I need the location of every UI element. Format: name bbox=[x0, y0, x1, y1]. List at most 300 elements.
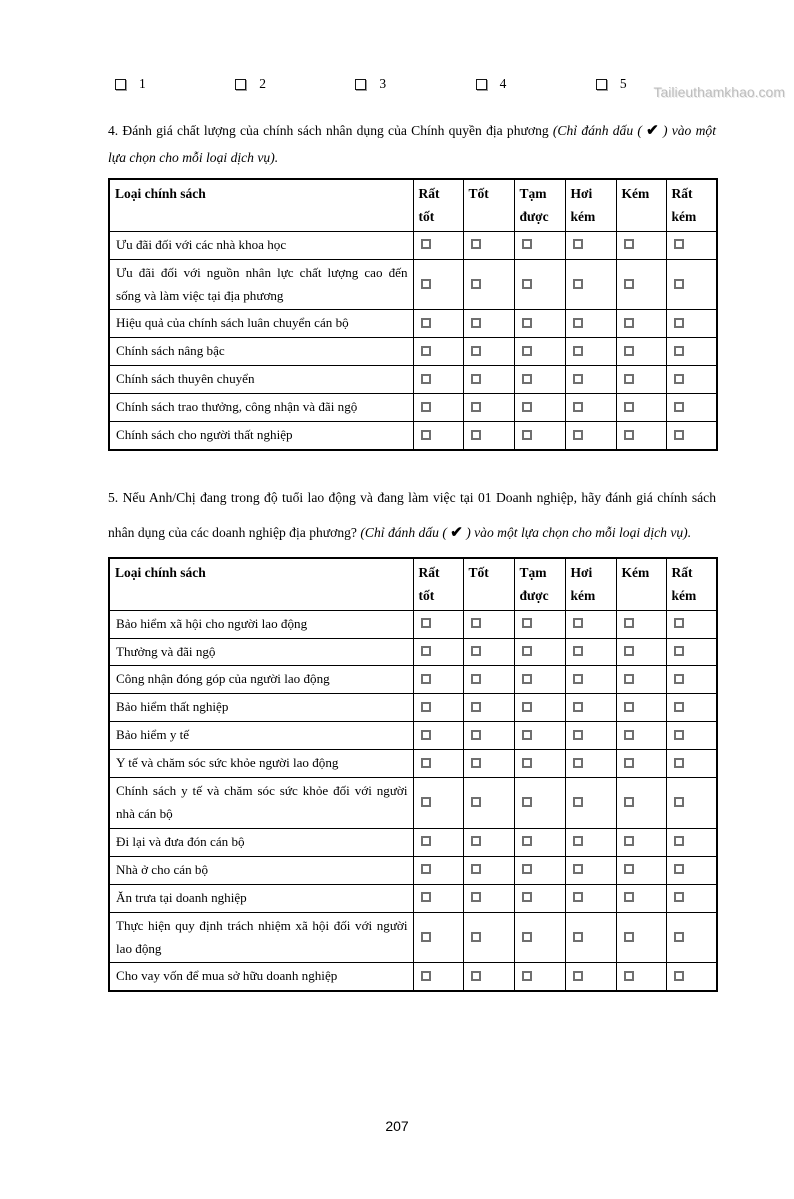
question-4-text bbox=[108, 117, 716, 171]
checkbox[interactable] bbox=[674, 864, 684, 874]
rating-cell bbox=[463, 750, 514, 778]
checkbox[interactable] bbox=[674, 618, 684, 628]
checkbox[interactable] bbox=[471, 758, 481, 768]
rating-cell bbox=[413, 338, 463, 366]
checkbox[interactable] bbox=[421, 402, 431, 412]
checkbox[interactable] bbox=[421, 346, 431, 356]
checkbox[interactable] bbox=[674, 646, 684, 656]
checkbox[interactable] bbox=[573, 618, 583, 628]
table-row bbox=[109, 394, 717, 422]
rating-cell bbox=[463, 884, 514, 912]
checkbox[interactable] bbox=[674, 279, 684, 289]
column-header-rating: Kém bbox=[616, 558, 666, 610]
rating-cell bbox=[413, 259, 463, 310]
checkbox[interactable] bbox=[522, 702, 532, 712]
rating-cell bbox=[413, 366, 463, 394]
page-number: 207 bbox=[385, 1118, 409, 1134]
checkbox[interactable] bbox=[471, 402, 481, 412]
checkbox[interactable] bbox=[471, 674, 481, 684]
policy-label: Hiệu quả của chính sách luân chuyển cán bộ bbox=[109, 310, 413, 338]
rating-cell bbox=[565, 778, 616, 829]
checkbox[interactable] bbox=[624, 730, 634, 740]
rating-cell bbox=[514, 638, 565, 666]
checkbox[interactable] bbox=[674, 758, 684, 768]
checkbox[interactable] bbox=[471, 318, 481, 328]
rating-cell bbox=[463, 638, 514, 666]
rating-cell bbox=[514, 422, 565, 450]
checkbox[interactable] bbox=[573, 402, 583, 412]
rating-cell bbox=[666, 750, 717, 778]
column-header-rating: Tốt bbox=[463, 179, 514, 231]
rating-cell bbox=[514, 610, 565, 638]
rating-cell bbox=[514, 694, 565, 722]
table-row bbox=[109, 259, 717, 310]
question-5-note bbox=[360, 525, 691, 540]
checkbox[interactable] bbox=[573, 279, 583, 289]
checkbox[interactable] bbox=[471, 971, 481, 981]
rating-cell bbox=[413, 912, 463, 963]
table-row bbox=[109, 884, 717, 912]
checkbox[interactable] bbox=[573, 346, 583, 356]
rating-cell bbox=[413, 694, 463, 722]
checkbox[interactable] bbox=[522, 279, 532, 289]
checkbox[interactable] bbox=[674, 892, 684, 902]
rating-cell bbox=[413, 722, 463, 750]
checkbox[interactable] bbox=[624, 402, 634, 412]
rating-cell bbox=[463, 912, 514, 963]
checkbox[interactable] bbox=[421, 618, 431, 628]
table-row bbox=[109, 963, 717, 991]
checkbox[interactable] bbox=[421, 758, 431, 768]
rating-cell bbox=[666, 856, 717, 884]
rating-cell bbox=[413, 394, 463, 422]
rating-cell bbox=[616, 259, 666, 310]
rating-cell bbox=[514, 394, 565, 422]
rating-cell bbox=[514, 259, 565, 310]
rating-cell bbox=[565, 912, 616, 963]
checkbox[interactable] bbox=[471, 932, 481, 942]
checkbox[interactable] bbox=[476, 79, 487, 90]
rating-cell bbox=[616, 828, 666, 856]
checkbox[interactable] bbox=[573, 971, 583, 981]
checkbox[interactable] bbox=[471, 618, 481, 628]
column-header-rating: Rất tốt bbox=[413, 179, 463, 231]
checkbox[interactable] bbox=[421, 430, 431, 440]
checkbox[interactable] bbox=[596, 79, 607, 90]
checkbox[interactable] bbox=[674, 239, 684, 249]
rating-cell bbox=[616, 366, 666, 394]
rating-cell bbox=[666, 259, 717, 310]
checkbox[interactable] bbox=[573, 836, 583, 846]
column-header-rating: Hơi kém bbox=[565, 179, 616, 231]
checkbox[interactable] bbox=[522, 646, 532, 656]
column-header-rating: Rất kém bbox=[666, 558, 717, 610]
scale-option-label: 1 bbox=[139, 76, 146, 91]
rating-cell bbox=[616, 694, 666, 722]
checkbox[interactable] bbox=[624, 674, 634, 684]
checkbox[interactable] bbox=[421, 730, 431, 740]
checkbox[interactable] bbox=[573, 239, 583, 249]
rating-cell bbox=[463, 963, 514, 991]
policy-label: Chính sách y tế và chăm sóc sức khỏe đối với người nhà cán bộ bbox=[109, 778, 413, 829]
checkbox[interactable] bbox=[674, 318, 684, 328]
question-4-note-post: ) vào một lựa chọn cho mỗi loại dịch vụ). bbox=[108, 123, 716, 166]
rating-cell bbox=[616, 912, 666, 963]
scale-option-2 bbox=[235, 76, 355, 92]
scale-option-label: 2 bbox=[259, 76, 266, 91]
rating-cell bbox=[666, 231, 717, 259]
checkbox[interactable] bbox=[522, 971, 532, 981]
checkbox[interactable] bbox=[471, 836, 481, 846]
table-row bbox=[109, 912, 717, 963]
table-row bbox=[109, 610, 717, 638]
rating-cell bbox=[463, 366, 514, 394]
checkbox[interactable] bbox=[421, 702, 431, 712]
checkbox[interactable] bbox=[522, 239, 532, 249]
rating-cell bbox=[666, 338, 717, 366]
rating-cell bbox=[666, 666, 717, 694]
rating-cell bbox=[565, 259, 616, 310]
scale-option-1 bbox=[115, 76, 235, 92]
checkbox[interactable] bbox=[522, 618, 532, 628]
rating-cell bbox=[666, 310, 717, 338]
policy-label: Chính sách trao thưởng, công nhận và đãi ngộ bbox=[109, 394, 413, 422]
rating-cell bbox=[616, 638, 666, 666]
rating-cell bbox=[666, 694, 717, 722]
rating-cell bbox=[463, 310, 514, 338]
checkbox[interactable] bbox=[674, 430, 684, 440]
watermark: Tailieuthamkhao.com bbox=[653, 84, 785, 100]
checkbox[interactable] bbox=[235, 79, 246, 90]
checkbox[interactable] bbox=[624, 758, 634, 768]
policy-label: Bảo hiểm y tế bbox=[109, 722, 413, 750]
rating-cell bbox=[514, 366, 565, 394]
checkbox[interactable] bbox=[674, 932, 684, 942]
question-4-lead: 4. Đánh giá chất lượng của chính sách nhân dụng của Chính quyền địa phương bbox=[108, 123, 553, 138]
table-row bbox=[109, 722, 717, 750]
checkbox[interactable] bbox=[573, 932, 583, 942]
checkbox[interactable] bbox=[421, 836, 431, 846]
rating-cell bbox=[565, 310, 616, 338]
rating-cell bbox=[616, 722, 666, 750]
column-header-rating: Tốt bbox=[463, 558, 514, 610]
checkbox[interactable] bbox=[421, 646, 431, 656]
checkbox[interactable] bbox=[471, 797, 481, 807]
policy-label: Thưởng và đãi ngộ bbox=[109, 638, 413, 666]
column-header-rating: Tạm được bbox=[514, 558, 565, 610]
checkbox[interactable] bbox=[573, 892, 583, 902]
rating-cell bbox=[616, 310, 666, 338]
page-content bbox=[108, 76, 716, 992]
checkbox[interactable] bbox=[522, 730, 532, 740]
rating-cell bbox=[413, 750, 463, 778]
rating-cell bbox=[666, 963, 717, 991]
scale-option-label: 4 bbox=[499, 76, 507, 91]
rating-cell bbox=[565, 338, 616, 366]
rating-cell bbox=[463, 666, 514, 694]
rating-cell bbox=[413, 610, 463, 638]
rating-cell bbox=[514, 912, 565, 963]
checkbox[interactable] bbox=[421, 932, 431, 942]
rating-cell bbox=[514, 856, 565, 884]
checkbox[interactable] bbox=[573, 430, 583, 440]
checkbox[interactable] bbox=[421, 239, 431, 249]
checkbox[interactable] bbox=[522, 932, 532, 942]
policy-label: Ăn trưa tại doanh nghiệp bbox=[109, 884, 413, 912]
rating-cell bbox=[514, 750, 565, 778]
rating-cell bbox=[565, 610, 616, 638]
rating-cell bbox=[413, 963, 463, 991]
rating-cell bbox=[616, 856, 666, 884]
rating-cell bbox=[616, 884, 666, 912]
checkbox[interactable] bbox=[421, 674, 431, 684]
checkbox[interactable] bbox=[471, 346, 481, 356]
checkbox[interactable] bbox=[624, 646, 634, 656]
checkbox[interactable] bbox=[624, 932, 634, 942]
rating-cell bbox=[463, 338, 514, 366]
rating-cell bbox=[463, 394, 514, 422]
checkbox[interactable] bbox=[624, 892, 634, 902]
checkbox[interactable] bbox=[471, 239, 481, 249]
rating-cell bbox=[666, 394, 717, 422]
rating-cell bbox=[666, 610, 717, 638]
table-row bbox=[109, 338, 717, 366]
table-row bbox=[109, 856, 717, 884]
rating-cell bbox=[413, 856, 463, 884]
checkbox[interactable] bbox=[573, 730, 583, 740]
rating-cell bbox=[666, 912, 717, 963]
rating-cell bbox=[413, 884, 463, 912]
rating-cell bbox=[666, 366, 717, 394]
policy-label: Bảo hiểm xã hội cho người lao động bbox=[109, 610, 413, 638]
checkbox[interactable] bbox=[674, 402, 684, 412]
question-5-note-pre: (Chỉ đánh dấu ( bbox=[360, 524, 451, 540]
rating-cell bbox=[616, 231, 666, 259]
rating-cell bbox=[514, 231, 565, 259]
rating-cell bbox=[463, 610, 514, 638]
rating-cell bbox=[514, 338, 565, 366]
rating-cell bbox=[413, 231, 463, 259]
column-header-policy-type: Loại chính sách bbox=[109, 179, 413, 231]
rating-cell bbox=[565, 722, 616, 750]
checkbox[interactable] bbox=[471, 430, 481, 440]
rating-cell bbox=[565, 394, 616, 422]
checkbox[interactable] bbox=[624, 318, 634, 328]
rating-cell bbox=[463, 694, 514, 722]
table-row bbox=[109, 694, 717, 722]
checkbox[interactable] bbox=[355, 79, 366, 90]
checkbox[interactable] bbox=[624, 374, 634, 384]
column-header-rating: Tạm được bbox=[514, 179, 565, 231]
policy-label: Công nhận đóng góp của người lao động bbox=[109, 666, 413, 694]
rating-cell bbox=[616, 338, 666, 366]
checkbox[interactable] bbox=[522, 864, 532, 874]
question-5-note-post: ) vào một lựa chọn cho mỗi loại dịch vụ). bbox=[462, 524, 692, 540]
checkbox[interactable] bbox=[522, 430, 532, 440]
checkbox[interactable] bbox=[421, 892, 431, 902]
rating-cell bbox=[565, 638, 616, 666]
checkbox[interactable] bbox=[624, 797, 634, 807]
policy-table-q5 bbox=[108, 557, 718, 992]
rating-cell bbox=[565, 666, 616, 694]
rating-cell bbox=[666, 638, 717, 666]
checkbox[interactable] bbox=[522, 836, 532, 846]
checkbox[interactable] bbox=[573, 864, 583, 874]
scale-options-row bbox=[108, 76, 716, 92]
checkbox[interactable] bbox=[573, 318, 583, 328]
checkbox[interactable] bbox=[624, 702, 634, 712]
checkbox[interactable] bbox=[624, 836, 634, 846]
checkbox[interactable] bbox=[573, 674, 583, 684]
table-row bbox=[109, 778, 717, 829]
checkbox[interactable] bbox=[421, 864, 431, 874]
rating-cell bbox=[514, 778, 565, 829]
checkbox[interactable] bbox=[674, 836, 684, 846]
rating-cell bbox=[514, 884, 565, 912]
checkbox[interactable] bbox=[471, 374, 481, 384]
rating-cell bbox=[565, 366, 616, 394]
rating-cell bbox=[666, 422, 717, 450]
checkbox[interactable] bbox=[421, 318, 431, 328]
policy-label: Ưu đãi đối với các nhà khoa học bbox=[109, 231, 413, 259]
scale-option-4 bbox=[476, 76, 596, 92]
checkbox[interactable] bbox=[421, 971, 431, 981]
table-header-row bbox=[109, 179, 717, 231]
scale-option-3 bbox=[355, 76, 475, 92]
rating-cell bbox=[616, 778, 666, 829]
checkbox[interactable] bbox=[522, 402, 532, 412]
checkbox[interactable] bbox=[573, 758, 583, 768]
checkbox[interactable] bbox=[522, 892, 532, 902]
table-row bbox=[109, 422, 717, 450]
checkbox[interactable] bbox=[471, 646, 481, 656]
checkbox[interactable] bbox=[471, 730, 481, 740]
rating-cell bbox=[463, 722, 514, 750]
checkbox[interactable] bbox=[471, 864, 481, 874]
scale-option-label: 5 bbox=[619, 76, 627, 91]
table-row bbox=[109, 638, 717, 666]
checkbox[interactable] bbox=[522, 797, 532, 807]
table-row bbox=[109, 310, 717, 338]
rating-cell bbox=[463, 828, 514, 856]
rating-cell bbox=[565, 884, 616, 912]
checkbox[interactable] bbox=[674, 730, 684, 740]
question-4-note-pre: (Chỉ đánh dấu ( bbox=[552, 123, 647, 138]
checkbox[interactable] bbox=[522, 318, 532, 328]
checkbox[interactable] bbox=[573, 646, 583, 656]
rating-cell bbox=[463, 778, 514, 829]
policy-label: Y tế và chăm sóc sức khỏe người lao động bbox=[109, 750, 413, 778]
rating-cell bbox=[616, 963, 666, 991]
checkbox[interactable] bbox=[674, 797, 684, 807]
checkbox[interactable] bbox=[522, 374, 532, 384]
checkbox[interactable] bbox=[471, 892, 481, 902]
checkbox[interactable] bbox=[421, 279, 431, 289]
checkbox[interactable] bbox=[471, 279, 481, 289]
rating-cell bbox=[463, 856, 514, 884]
checkbox[interactable] bbox=[421, 374, 431, 384]
column-header-rating: Rất tốt bbox=[413, 558, 463, 610]
policy-label: Thực hiện quy định trách nhiệm xã hội đối với người lao động bbox=[109, 912, 413, 963]
policy-label: Ưu đãi đối với nguồn nhân lực chất lượng cao đến sống và làm việc tại địa phương bbox=[109, 259, 413, 310]
rating-cell bbox=[565, 963, 616, 991]
rating-cell bbox=[666, 884, 717, 912]
checkbox[interactable] bbox=[624, 971, 634, 981]
checkbox[interactable] bbox=[674, 702, 684, 712]
scale-option-label: 3 bbox=[379, 76, 387, 91]
checkbox[interactable] bbox=[674, 971, 684, 981]
policy-label: Đi lại và đưa đón cán bộ bbox=[109, 828, 413, 856]
checkbox[interactable] bbox=[573, 702, 583, 712]
policy-label: Nhà ở cho cán bộ bbox=[109, 856, 413, 884]
rating-cell bbox=[666, 828, 717, 856]
question-5-text bbox=[108, 481, 716, 550]
rating-cell bbox=[565, 422, 616, 450]
checkbox[interactable] bbox=[115, 79, 126, 90]
column-header-policy-type: Loại chính sách bbox=[109, 558, 413, 610]
rating-cell bbox=[514, 963, 565, 991]
rating-cell bbox=[565, 828, 616, 856]
checkmark-icon: ✔ bbox=[450, 524, 463, 541]
checkbox[interactable] bbox=[624, 239, 634, 249]
checkbox[interactable] bbox=[624, 618, 634, 628]
column-header-rating: Hơi kém bbox=[565, 558, 616, 610]
table-row bbox=[109, 666, 717, 694]
checkbox[interactable] bbox=[674, 674, 684, 684]
checkbox[interactable] bbox=[522, 346, 532, 356]
rating-cell bbox=[565, 750, 616, 778]
checkbox[interactable] bbox=[573, 797, 583, 807]
checkbox[interactable] bbox=[624, 430, 634, 440]
table-row bbox=[109, 366, 717, 394]
rating-cell bbox=[413, 310, 463, 338]
rating-cell bbox=[616, 394, 666, 422]
checkbox[interactable] bbox=[421, 797, 431, 807]
policy-label: Chính sách thuyên chuyển bbox=[109, 366, 413, 394]
rating-cell bbox=[616, 422, 666, 450]
rating-cell bbox=[514, 310, 565, 338]
rating-cell bbox=[463, 259, 514, 310]
page bbox=[0, 76, 794, 1199]
checkbox[interactable] bbox=[624, 346, 634, 356]
policy-label: Cho vay vốn để mua sở hữu doanh nghiệp bbox=[109, 963, 413, 991]
column-header-rating: Rất kém bbox=[666, 179, 717, 231]
checkbox[interactable] bbox=[522, 674, 532, 684]
policy-table-q4 bbox=[108, 178, 718, 451]
rating-cell bbox=[413, 828, 463, 856]
policy-label: Chính sách nâng bậc bbox=[109, 338, 413, 366]
checkbox[interactable] bbox=[674, 374, 684, 384]
rating-cell bbox=[666, 722, 717, 750]
checkbox[interactable] bbox=[674, 346, 684, 356]
checkbox[interactable] bbox=[624, 279, 634, 289]
checkbox[interactable] bbox=[522, 758, 532, 768]
policy-label: Bảo hiểm thất nghiệp bbox=[109, 694, 413, 722]
column-header-rating: Kém bbox=[616, 179, 666, 231]
checkmark-icon: ✔ bbox=[646, 123, 659, 139]
rating-cell bbox=[514, 666, 565, 694]
rating-cell bbox=[514, 722, 565, 750]
rating-cell bbox=[565, 694, 616, 722]
rating-cell bbox=[616, 610, 666, 638]
checkbox[interactable] bbox=[573, 374, 583, 384]
checkbox[interactable] bbox=[624, 864, 634, 874]
policy-label: Chính sách cho người thất nghiệp bbox=[109, 422, 413, 450]
checkbox[interactable] bbox=[471, 702, 481, 712]
rating-cell bbox=[463, 231, 514, 259]
rating-cell bbox=[616, 666, 666, 694]
table-row bbox=[109, 750, 717, 778]
